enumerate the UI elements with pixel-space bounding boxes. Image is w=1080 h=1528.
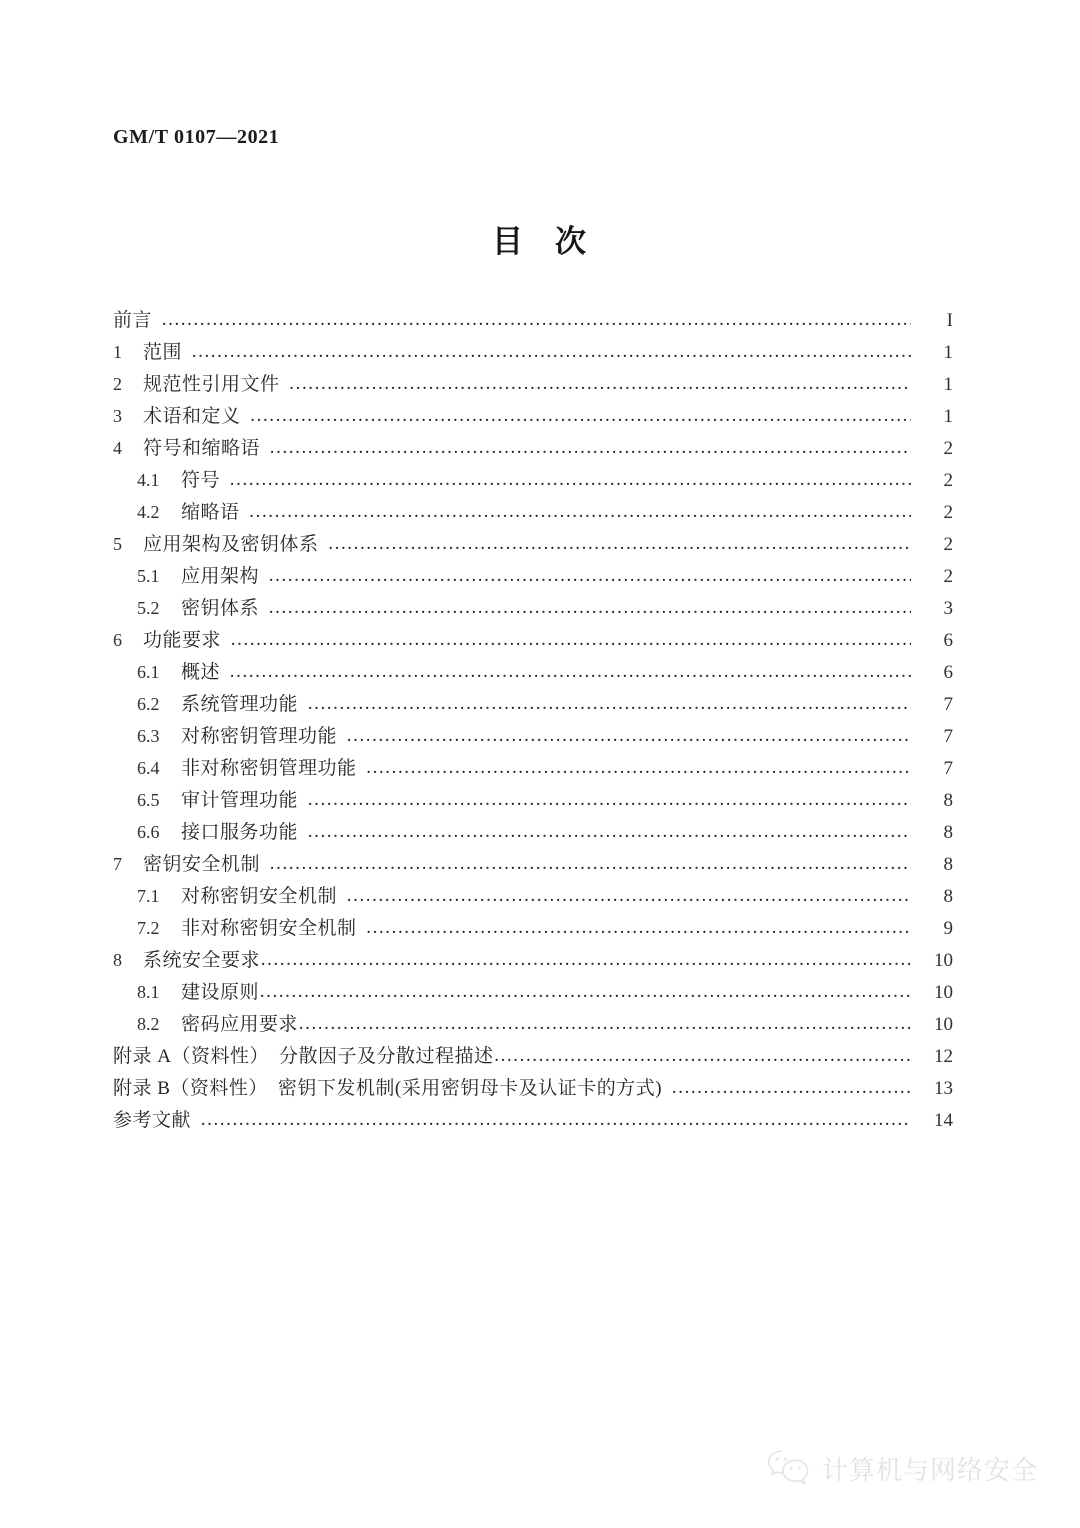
toc-entry[interactable]: [113, 1009, 953, 1041]
toc-entry-page-number: 8: [943, 790, 953, 811]
toc-entry-page-number: 9: [943, 918, 953, 939]
standard-number-header: GM/T 0107—2021: [113, 126, 280, 148]
toc-dot-leader: [200, 1110, 911, 1129]
toc-entry-number: 6.5: [137, 790, 160, 810]
page-title-right: 次: [555, 224, 588, 260]
toc-entry-label: 接口服务功能: [181, 822, 299, 843]
toc-dot-leader: [259, 982, 911, 1001]
toc-dot-leader: [366, 758, 911, 777]
toc-entry-label: 功能要求: [143, 630, 222, 651]
toc-entry-page-number: 2: [943, 566, 953, 587]
toc-dot-leader: [307, 694, 911, 713]
toc-entry-page-number: 2: [943, 470, 953, 491]
toc-entry-number: 8.1: [137, 982, 160, 1002]
toc-entry-label: 符号和缩略语: [143, 438, 261, 459]
toc-entry-label: 非对称密钥管理功能: [181, 758, 357, 779]
toc-entry-label: 前言: [113, 310, 153, 331]
toc-entry[interactable]: [113, 945, 953, 977]
toc-entry-number: 7: [113, 854, 122, 874]
toc-entry[interactable]: [113, 785, 953, 817]
toc-entry-label: 密钥体系: [181, 598, 260, 619]
toc-dot-leader: [260, 950, 911, 969]
toc-entry-number: 8: [113, 950, 122, 970]
toc-entry-number: 2: [113, 374, 122, 394]
toc-entry-number: 6.1: [137, 662, 160, 682]
toc-entry-label: 审计管理功能: [181, 790, 299, 811]
toc-dot-leader: [230, 630, 911, 649]
page-title: [0, 216, 1080, 261]
toc-entry-number: 5.2: [137, 598, 160, 618]
toc-entry-page-number: 7: [943, 758, 953, 779]
toc-entry[interactable]: [113, 817, 953, 849]
toc-entry-label: 缩略语: [181, 502, 240, 523]
toc-dot-leader: [250, 406, 911, 425]
toc-dot-leader: [268, 598, 911, 617]
toc-dot-leader: [366, 918, 911, 937]
toc-dot-leader: [229, 662, 911, 681]
toc-entry[interactable]: [113, 1073, 953, 1105]
toc-entry-label: 对称密钥安全机制: [181, 886, 338, 907]
toc-entry-label: 建设原则: [181, 982, 260, 1003]
toc-entry-page-number: 7: [943, 726, 953, 747]
toc-entry-label: 附录 B（资料性） 密钥下发机制(采用密钥母卡及认证卡的方式): [113, 1078, 663, 1099]
toc-entry-label: 应用架构及密钥体系: [143, 534, 319, 555]
toc-entry-number: 4.1: [137, 470, 160, 490]
toc-dot-leader: [346, 726, 911, 745]
toc-dot-leader: [269, 438, 911, 457]
toc-entry[interactable]: [113, 401, 953, 433]
watermark: [766, 1448, 1038, 1488]
toc-dot-leader: [298, 1014, 911, 1033]
toc-entry-label: 系统管理功能: [181, 694, 299, 715]
toc-dot-leader: [269, 854, 911, 873]
toc-entry-page-number: 1: [943, 342, 953, 363]
toc-entry-number: 7.2: [137, 918, 160, 938]
toc-entry-label: 范围: [143, 342, 183, 363]
toc-entry[interactable]: [113, 433, 953, 465]
toc-dot-leader: [328, 534, 911, 553]
toc-entry-page-number: 6: [943, 662, 953, 683]
toc-entry[interactable]: [113, 1105, 953, 1137]
toc-entry-number: 6.6: [137, 822, 160, 842]
toc-entry-number: 4.2: [137, 502, 160, 522]
toc-entry-page-number: 10: [934, 982, 953, 1003]
toc-entry-page-number: 8: [943, 854, 953, 875]
toc-dot-leader: [161, 310, 911, 329]
toc-dot-leader: [346, 886, 911, 905]
page-title-left: 目: [492, 224, 525, 260]
toc-entry-page-number: 1: [943, 374, 953, 395]
toc-entry-page-number: 7: [943, 694, 953, 715]
toc-entry-page-number: 2: [943, 534, 953, 555]
toc-entry-number: 6: [113, 630, 122, 650]
toc-entry-number: 6.2: [137, 694, 160, 714]
table-of-contents: [113, 305, 953, 1137]
toc-entry-label: 符号: [181, 470, 221, 491]
toc-entry-label: 密钥安全机制: [143, 854, 261, 875]
toc-entry[interactable]: [113, 721, 953, 753]
toc-entry-page-number: 12: [934, 1046, 953, 1067]
toc-entry[interactable]: [113, 625, 953, 657]
toc-entry-page-number: 10: [934, 1014, 953, 1035]
toc-entry-page-number: 6: [943, 630, 953, 651]
toc-entry-page-number: 8: [943, 886, 953, 907]
toc-entry-number: 5: [113, 534, 122, 554]
wechat-icon: [766, 1448, 812, 1488]
toc-entry-number: 8.2: [137, 1014, 160, 1034]
toc-entry-label: 规范性引用文件: [143, 374, 280, 395]
toc-entry[interactable]: [113, 913, 953, 945]
toc-entry-number: 6.4: [137, 758, 160, 778]
toc-entry-page-number: 10: [934, 950, 953, 971]
toc-entry-label: 术语和定义: [143, 406, 241, 427]
toc-dot-leader: [671, 1078, 911, 1097]
watermark-text: 计算机与网络安全: [822, 1455, 1039, 1486]
toc-entry[interactable]: [113, 305, 953, 337]
toc-entry-label: 参考文献: [113, 1110, 192, 1131]
toc-entry[interactable]: [113, 881, 953, 913]
toc-entry-number: 6.3: [137, 726, 160, 746]
toc-entry-number: 5.1: [137, 566, 160, 586]
toc-entry-number: 4: [113, 438, 122, 458]
toc-entry-label: 密码应用要求: [181, 1014, 299, 1035]
toc-entry-page-number: 2: [943, 438, 953, 459]
toc-entry-page-number: 14: [934, 1110, 953, 1131]
toc-entry-page-number: 1: [943, 406, 953, 427]
toc-entry[interactable]: [113, 369, 953, 401]
toc-entry-page-number: I: [946, 310, 953, 331]
toc-entry-label: 对称密钥管理功能: [181, 726, 338, 747]
toc-dot-leader: [268, 566, 911, 585]
toc-dot-leader: [307, 822, 911, 841]
toc-entry-page-number: 3: [943, 598, 953, 619]
toc-entry[interactable]: [113, 337, 953, 369]
toc-entry[interactable]: [113, 977, 953, 1009]
toc-entry[interactable]: [113, 1041, 953, 1073]
toc-entry-page-number: 8: [943, 822, 953, 843]
toc-entry[interactable]: [113, 465, 953, 497]
toc-entry[interactable]: [113, 593, 953, 625]
toc-entry-label: 应用架构: [181, 566, 260, 587]
toc-entry[interactable]: [113, 849, 953, 881]
toc-entry[interactable]: [113, 657, 953, 689]
toc-entry[interactable]: [113, 497, 953, 529]
toc-entry-label: 非对称密钥安全机制: [181, 918, 357, 939]
toc-dot-leader: [289, 374, 911, 393]
toc-entry-label: 系统安全要求: [143, 950, 261, 971]
toc-dot-leader: [229, 470, 911, 489]
toc-entry-number: 3: [113, 406, 122, 426]
toc-entry[interactable]: [113, 529, 953, 561]
toc-entry[interactable]: [113, 753, 953, 785]
toc-entry-page-number: 13: [934, 1078, 953, 1099]
toc-entry-label: 概述: [181, 662, 221, 683]
toc-dot-leader: [493, 1046, 911, 1065]
toc-entry[interactable]: [113, 689, 953, 721]
toc-entry-page-number: 2: [943, 502, 953, 523]
toc-dot-leader: [191, 342, 911, 361]
toc-entry-number: 1: [113, 342, 122, 362]
toc-entry-number: 7.1: [137, 886, 160, 906]
toc-entry[interactable]: [113, 561, 953, 593]
toc-dot-leader: [249, 502, 911, 521]
toc-entry-label: 附录 A（资料性） 分散因子及分散过程描述: [113, 1046, 494, 1067]
toc-dot-leader: [307, 790, 911, 809]
